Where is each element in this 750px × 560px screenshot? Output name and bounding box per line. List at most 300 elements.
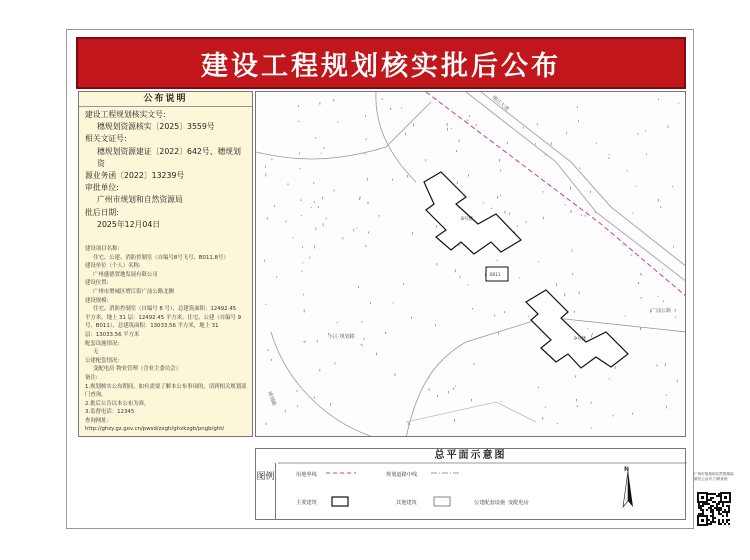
survey-mark bbox=[551, 142, 552, 145]
survey-mark bbox=[300, 168, 301, 169]
qr-module bbox=[712, 501, 714, 503]
qr-module bbox=[712, 521, 714, 523]
survey-mark bbox=[677, 380, 678, 383]
survey-mark bbox=[663, 300, 664, 302]
survey-mark bbox=[638, 133, 639, 135]
survey-mark bbox=[314, 397, 315, 399]
survey-marks bbox=[264, 98, 679, 428]
qr-module bbox=[708, 507, 710, 509]
notice-line: 2.批后公告以本公布为准。 bbox=[85, 400, 150, 407]
survey-mark bbox=[447, 128, 448, 131]
survey-mark bbox=[456, 150, 457, 152]
survey-mark bbox=[361, 344, 362, 346]
notice-line: 建设项目名称: bbox=[85, 246, 120, 252]
survey-mark bbox=[298, 121, 299, 122]
survey-mark bbox=[302, 247, 303, 249]
survey-mark bbox=[314, 246, 315, 249]
qr-module bbox=[712, 511, 714, 513]
survey-mark bbox=[266, 423, 267, 425]
legend-label-other-building: 其他建筑 bbox=[396, 500, 417, 506]
qr-module bbox=[720, 509, 722, 511]
qr-module bbox=[710, 515, 712, 517]
notice-line: 审批单位: bbox=[85, 183, 119, 193]
survey-mark bbox=[500, 195, 501, 196]
survey-mark bbox=[425, 159, 426, 161]
legend-title: 总平面示意图 bbox=[434, 450, 507, 461]
survey-mark bbox=[507, 142, 508, 144]
survey-mark bbox=[645, 130, 646, 131]
survey-mark bbox=[393, 302, 394, 303]
survey-mark bbox=[591, 335, 592, 338]
survey-mark bbox=[538, 261, 539, 262]
survey-mark bbox=[392, 179, 393, 181]
survey-mark bbox=[265, 166, 266, 168]
notice-detail-block bbox=[85, 245, 249, 434]
qr-module bbox=[706, 503, 708, 505]
qr-module bbox=[712, 497, 714, 499]
notice-heading: 公布说明 bbox=[79, 92, 252, 107]
qr-module bbox=[702, 503, 704, 505]
land-boundary-line bbox=[426, 92, 686, 297]
survey-mark bbox=[543, 217, 544, 220]
survey-mark bbox=[322, 197, 323, 199]
qr-module bbox=[702, 513, 704, 515]
qr-module bbox=[726, 515, 728, 517]
survey-mark bbox=[609, 378, 610, 379]
building-8 bbox=[424, 172, 521, 254]
survey-mark bbox=[497, 196, 498, 199]
survey-mark bbox=[494, 315, 495, 317]
notice-line: 批后日期: bbox=[85, 207, 119, 217]
legend-swatch-other-building bbox=[434, 497, 450, 506]
site-plan-map bbox=[255, 91, 686, 437]
north-label: N bbox=[624, 466, 630, 473]
survey-mark bbox=[390, 108, 391, 110]
survey-mark bbox=[535, 143, 536, 144]
survey-mark bbox=[366, 139, 367, 141]
survey-mark bbox=[405, 133, 406, 135]
survey-mark bbox=[469, 115, 470, 117]
building-label-b011: B011 bbox=[490, 272, 501, 277]
survey-mark bbox=[447, 123, 448, 126]
notice-line: 建设规模: bbox=[85, 297, 109, 304]
qr-module bbox=[728, 511, 730, 513]
survey-mark bbox=[500, 170, 501, 172]
notice-line: 穗规划资源核实〔2025〕3559号 bbox=[97, 122, 215, 132]
qr-module bbox=[718, 507, 720, 509]
qr-module bbox=[728, 523, 730, 525]
survey-mark bbox=[472, 308, 473, 309]
survey-mark bbox=[542, 417, 543, 420]
qr-module bbox=[704, 503, 706, 505]
survey-mark bbox=[577, 106, 578, 108]
qr-module bbox=[698, 505, 700, 507]
qr-module bbox=[712, 519, 714, 521]
notice-line: 查询网址：http://ghzy.gz.gov.cn/pwsd/zxgh/ghxkzgb/pngb/ght/ bbox=[85, 417, 225, 433]
qr-module bbox=[706, 509, 708, 511]
qr-module bbox=[718, 495, 720, 497]
survey-mark bbox=[304, 309, 305, 312]
survey-mark bbox=[640, 273, 641, 275]
page-title: 建设工程规划核实批后公布 bbox=[201, 50, 561, 82]
survey-mark bbox=[337, 121, 338, 122]
survey-mark bbox=[303, 294, 304, 296]
survey-mark bbox=[379, 215, 380, 217]
qr-module bbox=[718, 493, 720, 495]
survey-mark bbox=[646, 154, 647, 155]
survey-mark bbox=[299, 152, 300, 154]
survey-mark bbox=[324, 147, 325, 149]
qr-module bbox=[712, 493, 714, 495]
road-label-right: 广汕公路 bbox=[651, 308, 672, 314]
survey-mark bbox=[574, 311, 575, 313]
qr-module bbox=[714, 521, 716, 523]
survey-mark bbox=[365, 115, 366, 117]
qr-module bbox=[714, 493, 716, 495]
survey-mark bbox=[429, 388, 430, 391]
survey-mark bbox=[537, 123, 538, 125]
survey-mark bbox=[298, 105, 299, 107]
site-plan-drawing bbox=[256, 92, 686, 437]
survey-mark bbox=[476, 124, 477, 126]
survey-mark bbox=[326, 218, 327, 220]
survey-mark bbox=[627, 170, 628, 171]
survey-mark bbox=[382, 98, 383, 100]
qr-module bbox=[716, 503, 718, 505]
notice-line: 层：13033.56 平方米 bbox=[85, 331, 140, 338]
survey-mark bbox=[501, 401, 502, 402]
survey-mark bbox=[315, 228, 316, 231]
inner-path bbox=[406, 402, 536, 422]
survey-mark bbox=[504, 311, 505, 313]
qr-module bbox=[716, 505, 718, 507]
survey-mark bbox=[570, 187, 571, 190]
survey-mark bbox=[359, 198, 360, 200]
survey-mark bbox=[528, 315, 529, 316]
survey-mark bbox=[459, 244, 460, 246]
survey-mark bbox=[498, 332, 499, 334]
survey-mark bbox=[302, 262, 303, 263]
survey-mark bbox=[523, 127, 524, 129]
survey-mark bbox=[662, 269, 663, 270]
survey-mark bbox=[302, 271, 303, 273]
survey-mark bbox=[268, 349, 269, 351]
north-arrow-icon bbox=[623, 471, 633, 507]
notice-panel bbox=[78, 91, 253, 437]
survey-mark bbox=[266, 304, 267, 305]
survey-mark bbox=[666, 395, 667, 397]
survey-mark bbox=[271, 359, 272, 361]
survey-mark bbox=[543, 191, 544, 192]
survey-mark bbox=[455, 385, 456, 386]
survey-mark bbox=[613, 415, 614, 417]
survey-mark bbox=[578, 120, 579, 122]
qr-module bbox=[728, 519, 730, 521]
notice-line: 号、B011），总建筑面积：13033.56 平方米，地上 31 bbox=[85, 323, 219, 330]
survey-mark bbox=[264, 260, 265, 262]
survey-mark bbox=[305, 341, 306, 343]
survey-mark bbox=[301, 199, 302, 201]
legend-label-centerline: 规划道路中线 bbox=[386, 472, 418, 478]
survey-mark bbox=[576, 399, 577, 401]
qr-module bbox=[708, 523, 710, 525]
legend-label-main-building: 主要建筑 bbox=[296, 500, 317, 506]
survey-mark bbox=[320, 102, 321, 105]
qr-module bbox=[702, 509, 704, 511]
survey-mark bbox=[590, 191, 591, 193]
qr-module bbox=[710, 493, 712, 495]
qr-module bbox=[722, 503, 724, 505]
survey-mark bbox=[526, 221, 527, 223]
survey-mark bbox=[368, 232, 369, 234]
survey-mark bbox=[673, 246, 674, 248]
survey-mark bbox=[435, 324, 436, 326]
survey-mark bbox=[323, 223, 324, 226]
qr-module bbox=[722, 505, 724, 507]
survey-mark bbox=[337, 322, 338, 324]
curved-road bbox=[271, 332, 376, 437]
survey-mark bbox=[665, 363, 666, 366]
survey-mark bbox=[675, 309, 676, 312]
qr-module bbox=[698, 507, 700, 509]
survey-mark bbox=[491, 208, 492, 209]
qr-module bbox=[726, 511, 728, 513]
qr-module bbox=[708, 519, 710, 521]
notice-line: 无 bbox=[93, 349, 99, 356]
qr-module bbox=[724, 523, 726, 525]
survey-mark bbox=[668, 126, 669, 129]
survey-mark bbox=[642, 274, 643, 276]
survey-mark bbox=[370, 302, 371, 304]
qr-module bbox=[702, 511, 704, 513]
qr-module bbox=[726, 505, 728, 507]
survey-mark bbox=[365, 153, 366, 154]
survey-mark bbox=[401, 107, 402, 108]
survey-mark bbox=[309, 257, 310, 259]
notice-line: 建设位置: bbox=[85, 280, 109, 287]
survey-mark bbox=[581, 215, 582, 217]
qr-module bbox=[710, 521, 712, 523]
qr-module bbox=[714, 507, 716, 509]
qr-module bbox=[708, 503, 710, 505]
survey-mark bbox=[517, 226, 518, 227]
survey-mark bbox=[545, 407, 546, 408]
qr-caption: 广州市规划和自然资源局 微信公众号 扫码查询 bbox=[694, 472, 734, 481]
qr-module bbox=[700, 507, 702, 509]
qr-module bbox=[728, 509, 730, 511]
survey-mark bbox=[412, 232, 413, 234]
qr-module bbox=[710, 497, 712, 499]
survey-mark bbox=[609, 154, 610, 155]
survey-mark bbox=[364, 338, 365, 340]
survey-mark bbox=[385, 332, 386, 334]
survey-mark bbox=[519, 277, 520, 278]
survey-mark bbox=[580, 167, 581, 169]
survey-mark bbox=[468, 174, 469, 176]
survey-mark bbox=[540, 332, 541, 333]
legend-heading: 图例 bbox=[256, 463, 276, 520]
qr-module bbox=[722, 521, 724, 523]
road-label-left: 规划路 bbox=[266, 390, 277, 407]
survey-mark bbox=[572, 273, 573, 275]
survey-mark bbox=[632, 413, 633, 415]
survey-mark bbox=[579, 292, 580, 295]
road-label-top: 增江大道 bbox=[490, 94, 510, 113]
notice-line: 备注: bbox=[85, 374, 98, 381]
qr-module bbox=[712, 517, 714, 519]
survey-mark bbox=[638, 282, 639, 284]
qr-code-icon[interactable] bbox=[697, 492, 731, 526]
qr-module bbox=[714, 501, 716, 503]
survey-mark bbox=[483, 203, 484, 204]
notice-line: 公建配套情况: bbox=[85, 357, 120, 364]
survey-mark bbox=[675, 317, 676, 318]
qr-module bbox=[718, 501, 720, 503]
survey-mark bbox=[509, 213, 510, 215]
notice-line: 住宅、消防控制室（自编号 8 号），总建筑面积：12492.45 bbox=[93, 306, 237, 313]
qr-module bbox=[716, 495, 718, 497]
survey-mark bbox=[333, 99, 334, 102]
survey-mark bbox=[557, 423, 558, 424]
qr-module bbox=[728, 507, 730, 509]
notice-line: 相关文证号: bbox=[85, 134, 127, 144]
survey-mark bbox=[362, 321, 363, 322]
survey-mark bbox=[265, 174, 266, 177]
survey-mark bbox=[368, 201, 369, 204]
qr-module bbox=[700, 505, 702, 507]
qr-module bbox=[710, 499, 712, 501]
survey-mark bbox=[474, 363, 475, 365]
survey-mark bbox=[636, 186, 637, 187]
survey-mark bbox=[314, 201, 315, 203]
survey-mark bbox=[274, 205, 275, 207]
survey-mark bbox=[591, 402, 592, 404]
qr-module bbox=[714, 517, 716, 519]
qr-module bbox=[724, 511, 726, 513]
survey-mark bbox=[267, 217, 268, 219]
survey-mark bbox=[596, 143, 597, 144]
building-9 bbox=[526, 290, 628, 368]
survey-mark bbox=[288, 183, 289, 185]
survey-mark bbox=[565, 204, 566, 205]
survey-mark bbox=[556, 284, 557, 287]
qr-module bbox=[712, 505, 714, 507]
survey-mark bbox=[641, 297, 642, 299]
survey-mark bbox=[571, 210, 572, 213]
survey-mark bbox=[437, 263, 438, 265]
survey-mark bbox=[334, 190, 335, 192]
survey-mark bbox=[411, 317, 412, 319]
qr-module bbox=[710, 505, 712, 507]
qr-module bbox=[722, 519, 724, 521]
survey-mark bbox=[615, 366, 616, 369]
survey-mark bbox=[395, 373, 396, 376]
survey-mark bbox=[304, 341, 305, 342]
survey-mark bbox=[407, 175, 408, 178]
survey-mark bbox=[658, 296, 659, 297]
notice-line: 住宅、公建、消防控制室（自编号8号飞号、B011.8号） bbox=[93, 254, 229, 261]
qr-module bbox=[712, 515, 714, 517]
survey-mark bbox=[367, 178, 368, 181]
building-label-9: 9号楼 bbox=[574, 337, 586, 342]
survey-mark bbox=[505, 211, 506, 214]
survey-mark bbox=[623, 245, 624, 246]
qr-module bbox=[718, 509, 720, 511]
survey-mark bbox=[285, 410, 286, 413]
notice-line: 3.监督电话：12345 bbox=[85, 409, 135, 416]
survey-mark bbox=[293, 237, 294, 238]
qr-module bbox=[702, 505, 704, 507]
road-edge bbox=[466, 92, 686, 282]
survey-mark bbox=[564, 293, 565, 296]
survey-mark bbox=[357, 228, 358, 229]
legend-label-boundary: 用地界线 bbox=[296, 472, 317, 478]
qr-module bbox=[728, 505, 730, 507]
notice-line: 广州盛德置地发展有限公司 bbox=[93, 271, 158, 278]
survey-mark bbox=[448, 391, 449, 393]
qr-module bbox=[708, 493, 710, 495]
survey-mark bbox=[451, 128, 452, 129]
survey-mark bbox=[403, 283, 404, 285]
survey-mark bbox=[678, 103, 679, 104]
qr-module bbox=[720, 507, 722, 509]
survey-mark bbox=[362, 345, 363, 346]
survey-mark bbox=[313, 182, 314, 184]
survey-mark bbox=[657, 365, 658, 367]
survey-mark bbox=[577, 405, 578, 407]
survey-mark bbox=[666, 406, 667, 409]
survey-mark bbox=[609, 157, 610, 159]
qr-module bbox=[716, 507, 718, 509]
survey-mark bbox=[497, 260, 498, 261]
qr-module bbox=[698, 503, 700, 505]
qr-module bbox=[722, 515, 724, 517]
qr-module bbox=[720, 523, 722, 525]
notice-line: 建设单位（个人）名称: bbox=[85, 263, 141, 270]
survey-mark bbox=[625, 315, 626, 316]
survey-mark bbox=[585, 215, 586, 217]
qr-module bbox=[710, 511, 712, 513]
survey-mark bbox=[454, 419, 455, 422]
survey-mark bbox=[315, 137, 316, 138]
inner-road-label: 小区·规划路 bbox=[328, 334, 355, 340]
survey-mark bbox=[365, 245, 366, 247]
notice-line: 穗规划资源建证〔2022〕642号、穗规划资 bbox=[97, 146, 241, 168]
survey-mark bbox=[413, 124, 414, 127]
notice-line: 1.规划核实公布期间，如有需要了解本公布事项的，请到相关规划部门查询。 bbox=[85, 383, 247, 399]
survey-mark bbox=[286, 221, 287, 223]
legend-symbols bbox=[256, 449, 687, 521]
survey-mark bbox=[335, 362, 336, 364]
survey-mark bbox=[358, 286, 359, 288]
survey-mark bbox=[658, 199, 659, 202]
survey-mark bbox=[468, 284, 469, 285]
qr-module bbox=[716, 509, 718, 511]
qr-module bbox=[726, 513, 728, 515]
survey-mark bbox=[660, 206, 661, 208]
qr-module bbox=[710, 509, 712, 511]
survey-mark bbox=[575, 375, 576, 378]
survey-mark bbox=[658, 99, 659, 101]
survey-mark bbox=[330, 404, 331, 406]
survey-mark bbox=[538, 387, 539, 389]
survey-mark bbox=[297, 390, 298, 392]
survey-mark bbox=[437, 395, 438, 397]
survey-mark bbox=[460, 276, 461, 278]
notice-line: 广州市规划和自然资源局 bbox=[97, 195, 183, 205]
survey-mark bbox=[572, 250, 573, 252]
qr-module bbox=[710, 507, 712, 509]
